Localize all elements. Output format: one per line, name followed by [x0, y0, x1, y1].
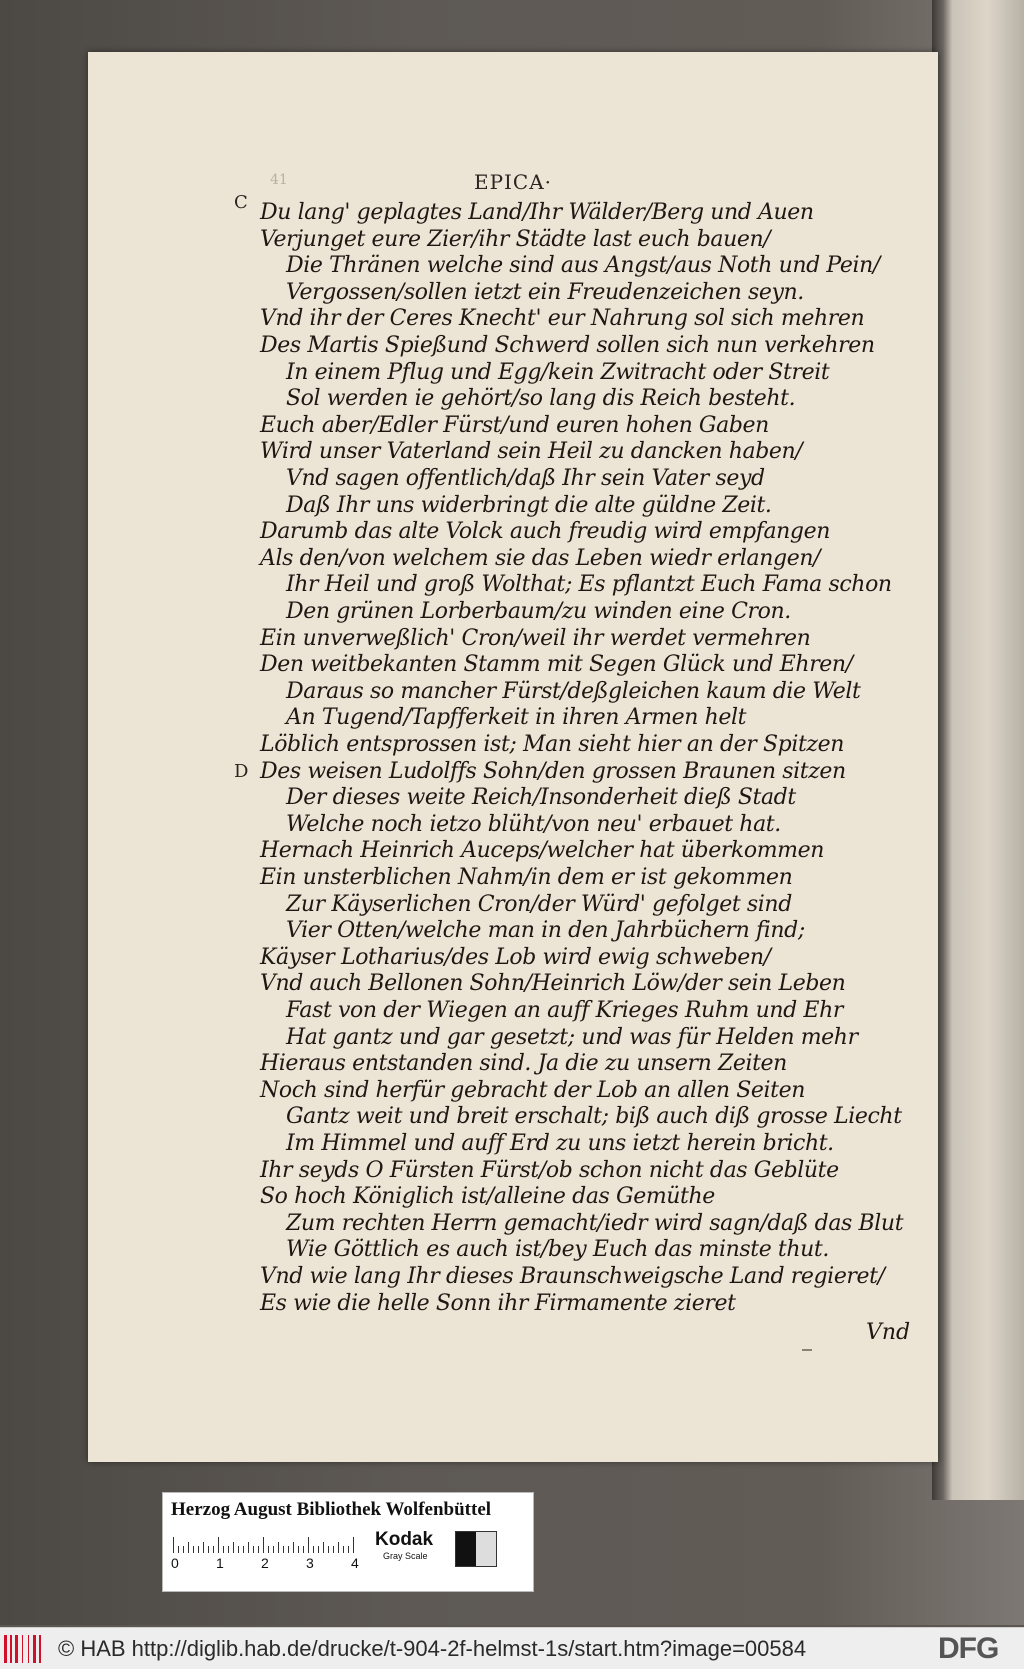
ruler-tick — [258, 1546, 259, 1553]
verse-line: Im Himmel und auff Erd zu uns ietzt herein bricht. — [286, 1131, 834, 1156]
ruler-number: 4 — [351, 1555, 359, 1571]
verse-line: Wird unser Vaterland sein Heil zu dancken haben/ — [260, 439, 803, 465]
verse-line: Die Thränen welche sind aus Angst/aus Noth und Pein/ — [286, 253, 880, 279]
ruler-tick — [288, 1546, 289, 1553]
gray-scale-patch — [455, 1531, 497, 1567]
verse-line: Du lang' geplagtes Land/Ihr Wälder/Berg und Auen — [260, 200, 814, 225]
ruler-tick — [298, 1546, 299, 1553]
verse-line: Daraus so mancher Fürst/deßgleichen kaum die Welt — [286, 678, 861, 704]
verse-line: Daß Ihr uns widerbringt die alte güldne Zeit. — [286, 492, 772, 518]
verse-line: Käyser Lotharius/des Lob wird ewig schweben/ — [260, 944, 771, 970]
verse-line: Vnd sagen offentlich/daß Ihr sein Vater seyd — [286, 466, 765, 491]
verse-line: So hoch Königlich ist/alleine das Gemüthe — [260, 1184, 715, 1210]
verse-line: Welche noch ietzo blüht/von neu' erbauet hat. — [286, 811, 781, 837]
barcode-bar — [10, 1635, 12, 1663]
verse-line: Vergossen/sollen ietzt ein Freudenzeichen seyn. — [286, 279, 804, 305]
page-number-ghost: 41 — [270, 172, 288, 188]
ruler-tick — [268, 1546, 269, 1553]
verse-line: Als den/von welchem sie das Leben wiedr erlangen/ — [260, 545, 821, 571]
verse-line: Darumb das alte Volck auch freudig wird empfangen — [260, 519, 830, 545]
verse-line: Ihr seyds O Fürsten Fürst/ob schon nicht das Geblüte — [260, 1157, 839, 1183]
barcode-bar — [22, 1635, 23, 1663]
verse-line: Wie Göttlich es auch ist/bey Euch das minste thut. — [286, 1237, 829, 1263]
ruler-tick — [228, 1546, 229, 1553]
catchword: Vnd — [866, 1320, 911, 1345]
ruler-tick — [323, 1542, 324, 1553]
ruler-tick — [293, 1542, 294, 1553]
barcode-bar — [39, 1635, 41, 1663]
verse-line: Vier Otten/welche man in den Jahrbüchern find; — [286, 918, 805, 944]
ruler-tick — [338, 1542, 339, 1553]
library-title: Herzog August Bibliothek Wolfenbüttel — [171, 1499, 492, 1520]
verse-line: Vnd ihr der Ceres Knecht' eur Nahrung sol sich mehren — [260, 306, 865, 332]
ruler-number: 3 — [306, 1555, 314, 1571]
book-page — [88, 52, 938, 1462]
ruler-tick — [343, 1546, 344, 1553]
ruler-tick — [273, 1546, 274, 1553]
ruler-tick — [348, 1546, 349, 1553]
ruler-tick — [238, 1546, 239, 1553]
viewer-footer — [0, 1627, 1024, 1669]
verse-line: Des Martis Spießund Schwerd sollen sich nun verkehren — [260, 333, 875, 358]
ruler-tick — [193, 1546, 194, 1553]
ruler-tick — [233, 1542, 234, 1553]
ruler-number: 2 — [261, 1555, 269, 1571]
verse-line: Zum rechten Herrn gemacht/iedr wird sagn/daß das Blut — [286, 1210, 904, 1236]
margin-letter-d: D — [234, 761, 249, 782]
scale-ruler — [171, 1529, 363, 1571]
ruler-tick — [218, 1537, 219, 1553]
ruler-tick — [178, 1546, 179, 1553]
kodak-logo: Kodak — [375, 1529, 434, 1550]
ruler-tick — [208, 1546, 209, 1553]
ruler-tick — [243, 1546, 244, 1553]
library-color-target — [162, 1492, 534, 1592]
verse-line: Euch aber/Edler Fürst/und euren hohen Gaben — [260, 412, 769, 438]
ruler-tick — [283, 1546, 284, 1553]
ruler-number: 1 — [216, 1555, 224, 1571]
verse-line: Zur Käyserlichen Cron/der Würd' gefolget sind — [286, 891, 792, 917]
ruler-tick — [223, 1546, 224, 1553]
barcode-bar — [15, 1635, 18, 1663]
ruler-tick — [253, 1546, 254, 1553]
ruler-tick — [308, 1537, 309, 1553]
ruler-tick — [173, 1537, 174, 1553]
ruler-tick — [213, 1546, 214, 1553]
ruler-tick — [353, 1537, 354, 1553]
verse-line: An Tugend/Tapfferkeit in ihren Armen helt — [286, 705, 747, 731]
margin-letter-c: C — [234, 192, 248, 213]
ruler-tick — [333, 1546, 334, 1553]
verse-line: Des weisen Ludolffs Sohn/den grossen Braunen sitzen — [260, 758, 846, 784]
ruler-number: 0 — [171, 1555, 179, 1571]
verse-line: Den grünen Lorberbaum/zu winden eine Cron. — [286, 599, 791, 624]
verse-line: Hieraus entstanden sind. Ja die zu unsern Zeiten — [260, 1051, 787, 1077]
verse-line: Den weitbekanten Stamm mit Segen Glück und Ehren/ — [260, 652, 853, 678]
ruler-tick — [188, 1542, 189, 1553]
ruler-tick — [328, 1546, 329, 1553]
ruler-tick — [318, 1546, 319, 1553]
verse-line: Hat gantz und gar gesetzt; und was für Helden mehr — [286, 1024, 858, 1050]
barcode-bar — [33, 1635, 36, 1663]
kodak-gray-scale-label: Gray Scale — [383, 1551, 428, 1561]
verse-line: Fast von der Wiegen an auff Krieges Ruhm und Ehr — [286, 998, 843, 1023]
verse-line: Ein unverweßlich' Cron/weil ihr werdet vermehren — [260, 625, 811, 651]
barcode-bar — [28, 1635, 29, 1663]
running-head: EPICA· — [473, 170, 553, 194]
verse-line: Ein unsterblichen Nahm/in dem er ist gekommen — [260, 865, 793, 890]
hab-barcode-icon — [4, 1635, 48, 1663]
verse-line: Der dieses weite Reich/Insonderheit dieß Stadt — [286, 785, 796, 811]
ruler-tick — [303, 1546, 304, 1553]
verse-line: Vnd auch Bellonen Sohn/Heinrich Löw/der sein Leben — [260, 971, 846, 997]
facing-page-show-through — [886, 197, 1022, 1347]
verse-line: Hernach Heinrich Auceps/welcher hat überkommen — [260, 838, 825, 864]
barcode-bar — [4, 1635, 7, 1663]
verse-line: Noch sind herfür gebracht der Lob an allen Seiten — [260, 1077, 805, 1103]
printer-mark — [802, 1349, 812, 1351]
ruler-tick — [263, 1537, 264, 1553]
ruler-tick — [278, 1542, 279, 1553]
verse-line: In einem Pflug und Egg/kein Zwitracht oder Streit — [286, 359, 830, 385]
ruler-tick — [313, 1546, 314, 1553]
ruler-tick — [248, 1542, 249, 1553]
verse-line: Gantz weit und breit erschalt; biß auch diß grosse Liecht — [286, 1104, 902, 1130]
ruler-tick — [203, 1542, 204, 1553]
footer-source-link[interactable]: © HAB http://diglib.hab.de/drucke/t-904-2f-helmst-1s/start.htm?image=00584 — [58, 1636, 807, 1661]
ruler-tick — [183, 1546, 184, 1553]
verse-line: Löblich entsprossen ist; Man sieht hier an der Spitzen — [260, 732, 844, 757]
verse-line: Ihr Heil und groß Wolthat; Es pflantzt Euch Fama schon — [286, 572, 892, 598]
verse-line: Verjunget eure Zier/ihr Städte last euch bauen/ — [260, 226, 771, 252]
dfg-logo: DFG — [938, 1632, 999, 1665]
ruler-tick — [198, 1546, 199, 1553]
verse-line: Vnd wie lang Ihr dieses Braunschweigsche Land regieret/ — [260, 1264, 885, 1289]
verse-line: Sol werden ie gehört/so lang dis Reich besteht. — [286, 386, 796, 412]
verse-line: Es wie die helle Sonn ihr Firmamente zieret — [260, 1290, 736, 1316]
